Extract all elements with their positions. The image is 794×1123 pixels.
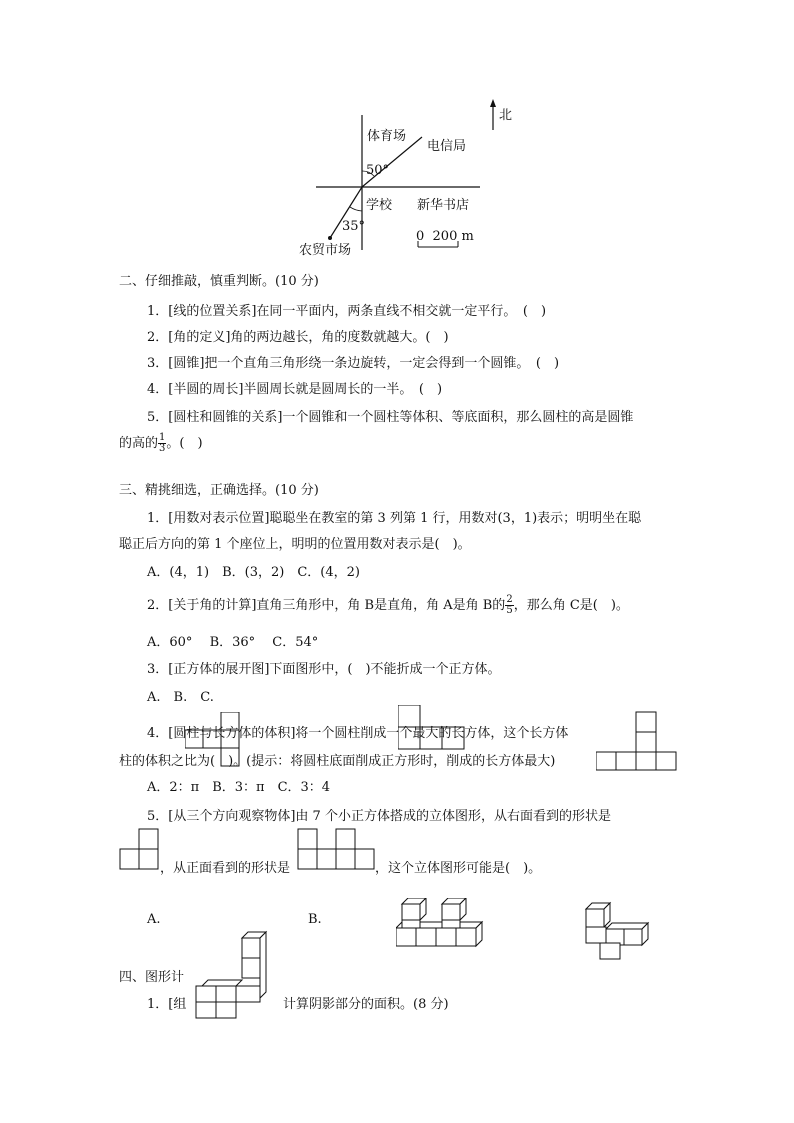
scale-label: 0 200 m [416,229,474,244]
sec2-question-3: 3．[圆锥]把一个直角三角形绕一条边旋转，一定会得到一个圆锥。 ( ) [147,356,560,371]
fraction-two-fifths: $\frac{2}{5}$ [506,594,513,616]
option-b-label: B. [308,912,322,927]
school-label: 学校 [366,198,393,213]
sec2-question-5-line1: 5．[圆柱和圆锥的关系]一个圆锥和一个圆柱等体积、等底面积，那么圆柱的高是圆锥 [147,410,634,425]
sec2-question-4: 4．[半圆的周长]半圆周长就是圆周长的一半。 ( ) [147,382,443,397]
cube-stack-option-a [190,930,272,1022]
market-label: 农贸市场 [299,243,352,258]
sec2-q5-pre: 的高的 [119,436,159,451]
sec3-question-2-options: A．60° B．36° C．54° [147,635,319,650]
sec3-question-1-line2: 聪正后方向的第 1 个座位上，明明的位置用数对表示是( )。 [119,537,471,552]
telecom-label: 电信局 [427,139,467,154]
gym-label: 体育场 [367,129,407,144]
fraction-one-third: $\frac{1}{3}$ [159,432,166,454]
sec3-question-4-line2: 柱的体积之比为( )。(提示：将圆柱底面削成正方形时，削成的长方体最大) [119,754,556,769]
sec2-question-5-line2 [119,432,203,454]
sec3-question-1-options: A．(4，1) B．(3，2) C．(4，2) [147,565,360,580]
sec3-q2-pre: 2．[关于角的计算]直角三角形中，角 B是直角，角 A是角 B的 [147,598,506,613]
cube-net-figure-left [185,712,275,772]
sec3-question-2 [147,594,629,616]
cube-stack-option-c [584,901,654,961]
sec3-question-3-options: A. B. C. [147,690,214,705]
sec3-question-3: 3．[正方体的展开图]下面图形中，( )不能折成一个正方体。 [147,662,501,677]
sec3-question-5-line1: 5．[从三个方向观察物体]由 7 个小正方体搭成的立体图形，从右面看到的形状是 [147,809,611,824]
option-a-label: A. [147,912,161,927]
bookstore-label: 新华书店 [417,198,470,213]
cube-net-figure-right [596,711,686,771]
sec4-question-1-post: 计算阴影部分的面积。(8 分) [283,997,449,1012]
angle-50-label: 50° [366,163,390,178]
cube-stack-option-b [396,898,488,950]
section-3-title: 三、精挑细选，正确选择。(10 分) [119,483,319,498]
section-4-title: 四、图形计 [119,970,185,985]
section-2-title: 二、仔细推敲，慎重判断。(10 分) [119,274,319,289]
sec2-question-1: 1．[线的位置关系]在同一平面内，两条直线不相交就一定平行。 ( ) [147,304,547,319]
cube-net-figure-mid [398,705,478,765]
sec3-question-4-options: A．2：π B．3：π C．3：4 [147,780,331,795]
sec2-question-2: 2．[角的定义]角的两边越长，角的度数就越大。( ) [147,330,449,345]
sec3-q5-text-end: ，这个立体图形可能是( )。 [375,861,542,876]
sec3-question-1-line1: 1．[用数对表示位置]聪聪坐在教室的第 3 列第 1 行，用数对(3，1)表示；明明坐在聪 [147,511,642,526]
angle-35-label: 35° [342,219,366,234]
sec2-q5-post: 。( ) [166,436,203,451]
front-view-shape [297,828,377,872]
direction-map [300,95,520,260]
sec3-question-4-line1: 4．[圆柱与长方体的体积]将一个圆柱削成一个最大的长方体，这个长方体 [147,726,569,741]
north-label: 北 [499,108,513,123]
sec3-q5-text-mid: ，从正面看到的形状是 [160,861,291,876]
right-view-shape [119,828,164,872]
sec4-question-1-pre: 1．[组 [147,997,187,1012]
sec3-q2-post: ，那么角 C是( )。 [513,598,629,613]
